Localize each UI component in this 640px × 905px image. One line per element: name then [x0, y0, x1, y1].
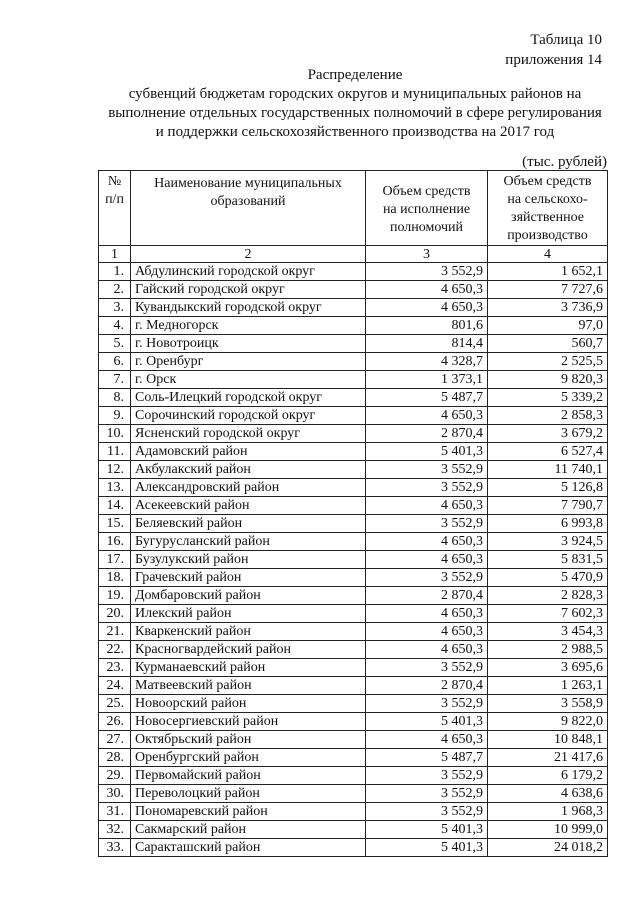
row-number: 29.	[99, 767, 131, 785]
agriculture-funds-value: 10 848,1	[488, 731, 608, 749]
row-number: 20.	[99, 605, 131, 623]
municipality-name: г. Медногорск	[131, 317, 366, 335]
table-row	[99, 587, 608, 605]
title-line: субвенций бюджетам городских округов и муниципальных районов на	[128, 86, 582, 102]
authority-funds-value: 5 401,3	[366, 443, 488, 461]
table-reference	[505, 30, 602, 70]
authority-funds-value: 814,4	[366, 335, 488, 353]
authority-funds-value: 4 650,3	[366, 623, 488, 641]
row-number: 32.	[99, 821, 131, 839]
table-row	[99, 497, 608, 515]
authority-funds-value: 3 552,9	[366, 479, 488, 497]
authority-funds-value: 4 650,3	[366, 641, 488, 659]
authority-funds-value: 4 650,3	[366, 281, 488, 299]
agriculture-funds-value: 6 993,8	[488, 515, 608, 533]
row-number: 10.	[99, 425, 131, 443]
municipality-name: Оренбургский район	[131, 749, 366, 767]
authority-funds-value: 5 401,3	[366, 821, 488, 839]
municipality-name: Октябрьский район	[131, 731, 366, 749]
row-number: 6.	[99, 353, 131, 371]
agriculture-funds-value: 560,7	[488, 335, 608, 353]
municipality-name: Адамовский район	[131, 443, 366, 461]
table-row	[99, 659, 608, 677]
municipality-name: г. Орск	[131, 371, 366, 389]
table-row	[99, 623, 608, 641]
authority-funds-value: 3 552,9	[366, 767, 488, 785]
agriculture-funds-value: 3 454,3	[488, 623, 608, 641]
header-row	[99, 171, 608, 246]
table-row	[99, 353, 608, 371]
authority-funds-value: 2 870,4	[366, 677, 488, 695]
table-row	[99, 785, 608, 803]
authority-funds-value: 801,6	[366, 317, 488, 335]
table-row	[99, 443, 608, 461]
authority-funds-value: 4 650,3	[366, 551, 488, 569]
municipality-name: Саракташский район	[131, 839, 366, 857]
authority-funds-value: 3 552,9	[366, 803, 488, 821]
row-number: 30.	[99, 785, 131, 803]
column-number: 1	[99, 246, 131, 263]
municipality-name: Кувандыкский городской округ	[131, 299, 366, 317]
authority-funds-value: 3 552,9	[366, 569, 488, 587]
municipality-name: Беляевский район	[131, 515, 366, 533]
municipality-name: Кваркенский район	[131, 623, 366, 641]
authority-funds-value: 3 552,9	[366, 263, 488, 281]
authority-funds-value: 2 870,4	[366, 587, 488, 605]
agriculture-funds-value: 9 822,0	[488, 713, 608, 731]
authority-funds-value: 5 401,3	[366, 713, 488, 731]
row-number: 7.	[99, 371, 131, 389]
column-header-authority-funds: Объем средств на исполнение полномочий	[366, 171, 488, 246]
agriculture-funds-value: 3 695,6	[488, 659, 608, 677]
agriculture-funds-value: 3 924,5	[488, 533, 608, 551]
row-number: 23.	[99, 659, 131, 677]
column-number-row	[99, 246, 608, 263]
row-number: 33.	[99, 839, 131, 857]
table-row	[99, 479, 608, 497]
authority-funds-value: 2 870,4	[366, 425, 488, 443]
table-row	[99, 407, 608, 425]
agriculture-funds-value: 2 858,3	[488, 407, 608, 425]
agriculture-funds-value: 2 525,5	[488, 353, 608, 371]
agriculture-funds-value: 11 740,1	[488, 461, 608, 479]
authority-funds-value: 4 650,3	[366, 299, 488, 317]
municipality-name: Домбаровский район	[131, 587, 366, 605]
agriculture-funds-value: 3 558,9	[488, 695, 608, 713]
municipality-name: Александровский район	[131, 479, 366, 497]
municipality-name: Гайский городской округ	[131, 281, 366, 299]
table-row	[99, 551, 608, 569]
table-row	[99, 695, 608, 713]
table-row	[99, 677, 608, 695]
agriculture-funds-value: 5 126,8	[488, 479, 608, 497]
agriculture-funds-value: 3 736,9	[488, 299, 608, 317]
municipality-name: Сорочинский городской округ	[131, 407, 366, 425]
title-line: Распределение	[307, 67, 403, 83]
row-number: 21.	[99, 623, 131, 641]
unit-note: (тыс. рублей)	[522, 154, 607, 170]
authority-funds-value: 3 552,9	[366, 695, 488, 713]
table-row	[99, 515, 608, 533]
agriculture-funds-value: 2 988,5	[488, 641, 608, 659]
table-row	[99, 839, 608, 857]
municipality-name: Грачевский район	[131, 569, 366, 587]
row-number: 26.	[99, 713, 131, 731]
row-number: 14.	[99, 497, 131, 515]
municipality-name: Ясненский городской округ	[131, 425, 366, 443]
municipality-name: Новосергиевский район	[131, 713, 366, 731]
agriculture-funds-value: 4 638,6	[488, 785, 608, 803]
column-header-agriculture-funds: Объем средств на сельскохо- зяйственное производство	[488, 171, 608, 246]
row-number: 16.	[99, 533, 131, 551]
agriculture-funds-value: 21 417,6	[488, 749, 608, 767]
authority-funds-value: 1 373,1	[366, 371, 488, 389]
municipality-name: г. Новотроицк	[131, 335, 366, 353]
authority-funds-value: 4 650,3	[366, 407, 488, 425]
agriculture-funds-value: 24 018,2	[488, 839, 608, 857]
municipality-name: Бугурусланский район	[131, 533, 366, 551]
row-number: 24.	[99, 677, 131, 695]
municipality-name: Абдулинский городской округ	[131, 263, 366, 281]
title-line: и поддержки сельскохозяйственного производства на 2017 год	[155, 124, 555, 140]
row-number: 3.	[99, 299, 131, 317]
distribution-table	[98, 170, 608, 857]
title-line: выполнение отдельных государственных полномочий в сфере регулирования	[108, 105, 602, 121]
municipality-name: Илекский район	[131, 605, 366, 623]
agriculture-funds-value: 2 828,3	[488, 587, 608, 605]
column-header-name: Наименование муниципальных образований	[131, 171, 366, 246]
agriculture-funds-value: 6 179,2	[488, 767, 608, 785]
row-number: 28.	[99, 749, 131, 767]
authority-funds-value: 3 552,9	[366, 515, 488, 533]
authority-funds-value: 5 401,3	[366, 839, 488, 857]
authority-funds-value: 5 487,7	[366, 389, 488, 407]
table-row	[99, 731, 608, 749]
row-number: 2.	[99, 281, 131, 299]
municipality-name: Курманаевский район	[131, 659, 366, 677]
authority-funds-value: 4 650,3	[366, 605, 488, 623]
municipality-name: Асекеевский район	[131, 497, 366, 515]
municipality-name: Первомайский район	[131, 767, 366, 785]
municipality-name: Соль-Илецкий городской округ	[131, 389, 366, 407]
column-header-number: № п/п	[99, 171, 131, 246]
agriculture-funds-value: 10 999,0	[488, 821, 608, 839]
table-row	[99, 335, 608, 353]
table-row	[99, 713, 608, 731]
row-number: 27.	[99, 731, 131, 749]
appendix-number: приложения 14	[505, 52, 602, 68]
row-number: 8.	[99, 389, 131, 407]
table-row	[99, 461, 608, 479]
authority-funds-value: 5 487,7	[366, 749, 488, 767]
authority-funds-value: 3 552,9	[366, 461, 488, 479]
municipality-name: Сакмарский район	[131, 821, 366, 839]
agriculture-funds-value: 1 263,1	[488, 677, 608, 695]
authority-funds-value: 4 328,7	[366, 353, 488, 371]
municipality-name: г. Оренбург	[131, 353, 366, 371]
municipality-name: Бузулукский район	[131, 551, 366, 569]
authority-funds-value: 3 552,9	[366, 659, 488, 677]
table-row	[99, 569, 608, 587]
row-number: 22.	[99, 641, 131, 659]
row-number: 1.	[99, 263, 131, 281]
agriculture-funds-value: 9 820,3	[488, 371, 608, 389]
table-row	[99, 605, 608, 623]
row-number: 4.	[99, 317, 131, 335]
table-row	[99, 425, 608, 443]
row-number: 18.	[99, 569, 131, 587]
column-number: 3	[366, 246, 488, 263]
row-number: 31.	[99, 803, 131, 821]
column-number: 2	[131, 246, 366, 263]
row-number: 13.	[99, 479, 131, 497]
row-number: 12.	[99, 461, 131, 479]
authority-funds-value: 4 650,3	[366, 731, 488, 749]
municipality-name: Акбулакский район	[131, 461, 366, 479]
municipality-name: Красногвардейский район	[131, 641, 366, 659]
municipality-name: Новоорский район	[131, 695, 366, 713]
municipality-name: Матвеевский район	[131, 677, 366, 695]
table-row	[99, 299, 608, 317]
row-number: 15.	[99, 515, 131, 533]
column-number: 4	[488, 246, 608, 263]
table-row	[99, 263, 608, 281]
authority-funds-value: 4 650,3	[366, 533, 488, 551]
table-row	[99, 749, 608, 767]
table-row	[99, 389, 608, 407]
municipality-name: Пономаревский район	[131, 803, 366, 821]
municipality-name: Переволоцкий район	[131, 785, 366, 803]
agriculture-funds-value: 1 968,3	[488, 803, 608, 821]
table-row	[99, 371, 608, 389]
table-row	[99, 803, 608, 821]
authority-funds-value: 4 650,3	[366, 497, 488, 515]
agriculture-funds-value: 1 652,1	[488, 263, 608, 281]
table-row	[99, 821, 608, 839]
table-row	[99, 281, 608, 299]
table-row	[99, 317, 608, 335]
row-number: 9.	[99, 407, 131, 425]
table-row	[99, 767, 608, 785]
agriculture-funds-value: 3 679,2	[488, 425, 608, 443]
agriculture-funds-value: 7 602,3	[488, 605, 608, 623]
agriculture-funds-value: 7 727,6	[488, 281, 608, 299]
table-row	[99, 533, 608, 551]
row-number: 25.	[99, 695, 131, 713]
agriculture-funds-value: 97,0	[488, 317, 608, 335]
agriculture-funds-value: 5 339,2	[488, 389, 608, 407]
agriculture-funds-value: 6 527,4	[488, 443, 608, 461]
agriculture-funds-value: 5 831,5	[488, 551, 608, 569]
row-number: 17.	[99, 551, 131, 569]
table-number: Таблица 10	[530, 32, 602, 48]
row-number: 11.	[99, 443, 131, 461]
authority-funds-value: 3 552,9	[366, 785, 488, 803]
agriculture-funds-value: 5 470,9	[488, 569, 608, 587]
row-number: 5.	[99, 335, 131, 353]
row-number: 19.	[99, 587, 131, 605]
document-title	[80, 66, 630, 142]
table-row	[99, 641, 608, 659]
agriculture-funds-value: 7 790,7	[488, 497, 608, 515]
